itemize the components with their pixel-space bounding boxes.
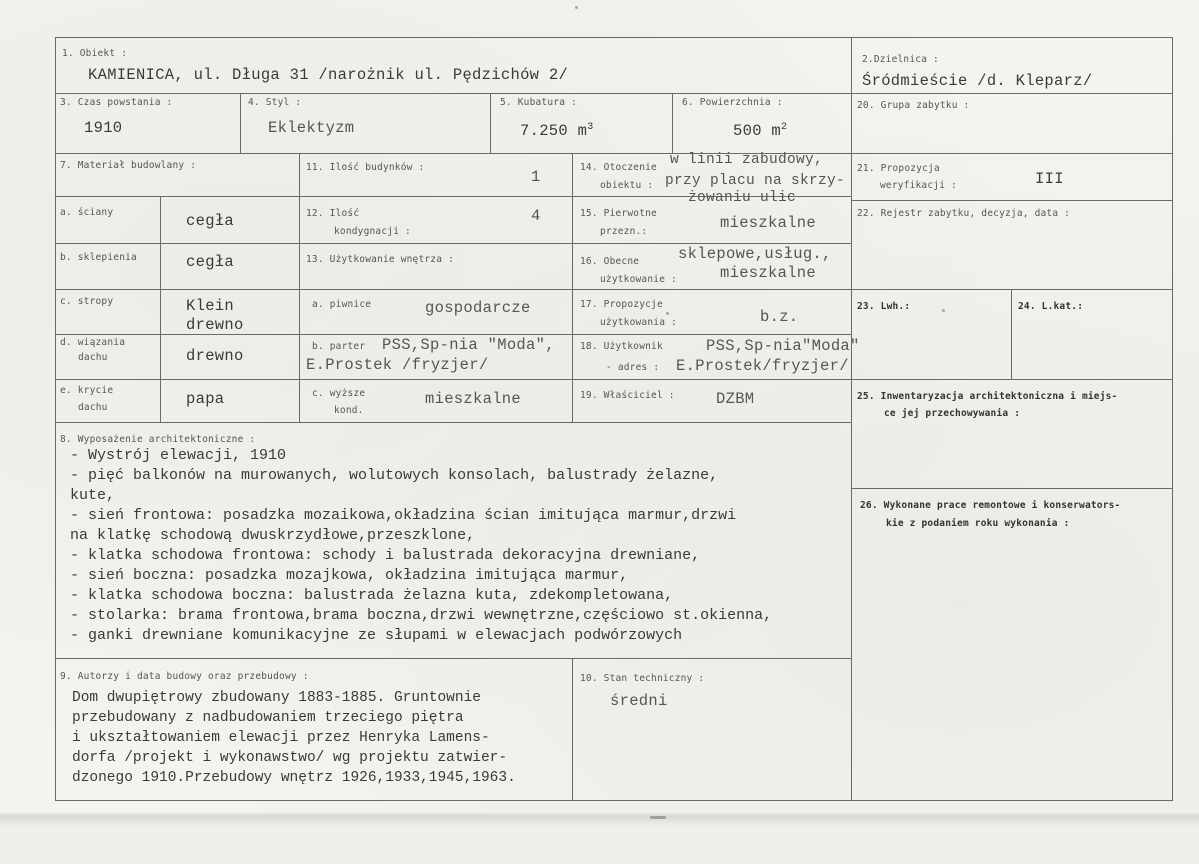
styl-label: 4. Styl : bbox=[248, 97, 302, 108]
parter-label: b. parter bbox=[312, 341, 366, 352]
wyposazenie-label: 8. Wyposażenie architektoniczne : bbox=[60, 434, 256, 445]
obecne-line-1: sklepowe,usług., bbox=[678, 245, 832, 263]
otoczenie-label-1: 14. Otoczenie bbox=[580, 162, 657, 173]
lwh-label: 23. Lwh.: bbox=[857, 301, 911, 312]
weryfikacja-label-2: weryfikacji : bbox=[880, 180, 957, 191]
stropy-line-2: drewno bbox=[186, 316, 244, 334]
obecne-label-2: użytkowanie : bbox=[600, 274, 677, 285]
wyposazenie-line: - stolarka: brama frontowa,brama boczna,drzwi wewnętrzne,częściowo st.okienna, bbox=[70, 607, 773, 624]
col-line bbox=[672, 93, 673, 153]
kondygnacji-label-1: 12. Ilość bbox=[306, 208, 360, 219]
sklepienia-label: b. sklepienia bbox=[60, 252, 137, 263]
wyzsze-label-1: c. wyższe bbox=[312, 388, 366, 399]
autorzy-line: dorfa /projekt i wykonawstwo/ wg projektu zatwier- bbox=[72, 750, 508, 766]
powierzchnia-label: 6. Powierzchnia : bbox=[682, 97, 783, 108]
ilosc-budynkow-value: 1 bbox=[531, 168, 541, 186]
prace-label-1: 26. Wykonane prace remontowe i konserwators- bbox=[860, 500, 1121, 511]
uzytkowanie-wnetrza-label: 13. Użytkowanie wnętrza : bbox=[306, 254, 454, 265]
uzytkownik-label-1: 18. Użytkownik bbox=[580, 341, 663, 352]
obiekt-value: KAMIENICA, ul. Długa 31 /narożnik ul. Pędzichów 2/ bbox=[88, 66, 569, 84]
propozycje-uzytkowania-label-2: użytkowania : bbox=[600, 317, 677, 328]
inwentaryzacja-label-2: ce jej przechowywania : bbox=[884, 408, 1021, 419]
row-line bbox=[55, 334, 851, 335]
krycie-value: papa bbox=[186, 390, 225, 408]
krycie-label-1: e. krycie bbox=[60, 385, 114, 396]
col-line bbox=[490, 93, 491, 153]
wyposazenie-line: - klatka schodowa frontowa: schody i balustrada dekoracyjna drewniane, bbox=[70, 547, 701, 564]
wyposazenie-line: - sień frontowa: posadzka mozaikowa,okładzina ścian imitująca marmur,drzwi bbox=[70, 507, 737, 524]
grupa-label: 20. Grupa zabytku : bbox=[857, 100, 970, 111]
inwentaryzacja-label-1: 25. Inwentaryzacja architektoniczna i miejs- bbox=[857, 391, 1118, 402]
wyposazenie-line: - klatka schodowa boczna: balustrada żelazna kuta, zdekompletowana, bbox=[70, 587, 674, 604]
wyzsze-label-2: kond. bbox=[334, 405, 364, 416]
uzytkownik-line-1: PSS,Sp-nia"Moda" bbox=[706, 337, 860, 355]
obecne-label-1: 16. Obecne bbox=[580, 256, 640, 267]
material-label: 7. Materiał budowlany : bbox=[60, 160, 197, 171]
czas-label: 3. Czas powstania : bbox=[60, 97, 173, 108]
col-line bbox=[1011, 289, 1012, 379]
wyposazenie-line: kute, bbox=[70, 487, 116, 504]
sciany-label: a. ściany bbox=[60, 207, 114, 218]
piwnice-value: gospodarcze bbox=[425, 299, 531, 317]
otoczenie-line-2: przy placu na skrzy- bbox=[665, 173, 846, 189]
paper-speck bbox=[942, 309, 945, 312]
wyposazenie-line: - sień boczna: posadzka mozajkowa, okładzina imitująca marmur, bbox=[70, 567, 629, 584]
autorzy-line: dzonego 1910.Przebudowy wnętrz 1926,1933,1945,1963. bbox=[72, 770, 516, 786]
col-line bbox=[572, 153, 573, 422]
kubatura-unit-exponent: 3 bbox=[587, 122, 594, 133]
col-line bbox=[572, 658, 573, 800]
row-line bbox=[55, 93, 1173, 94]
pierwotne-label-2: przezn.: bbox=[600, 226, 648, 237]
propozycje-uzytkowania-value: b.z. bbox=[760, 308, 799, 326]
kondygnacji-value: 4 bbox=[531, 207, 541, 225]
dzielnica-label: 2.Dzielnica : bbox=[862, 54, 939, 65]
autorzy-line: i ukształtowaniem elewacji przez Henryka Lamens- bbox=[72, 730, 490, 746]
wyposazenie-line: - pięć balkonów na murowanych, wolutowych konsolach, balustrady żelazne, bbox=[70, 467, 719, 484]
scan-bottom-edge bbox=[0, 812, 1199, 864]
weryfikacja-value: III bbox=[1035, 170, 1064, 188]
row-line bbox=[55, 289, 851, 290]
paper-speck bbox=[650, 816, 666, 819]
weryfikacja-label-1: 21. Propozycja bbox=[857, 163, 940, 174]
row-line bbox=[851, 379, 1172, 380]
powierzchnia-value bbox=[733, 122, 787, 140]
lkat-label: 24. L.kat.: bbox=[1018, 301, 1084, 312]
czas-value: 1910 bbox=[84, 119, 123, 137]
obiekt-label: 1. Obiekt : bbox=[62, 48, 128, 59]
wyposazenie-list bbox=[70, 446, 772, 646]
dzielnica-value: Śródmieście /d. Kleparz/ bbox=[862, 72, 1093, 90]
kubatura-value bbox=[520, 122, 594, 140]
sciany-value: cegła bbox=[186, 212, 235, 230]
stan-value: średni bbox=[610, 692, 668, 710]
pierwotne-label-1: 15. Pierwotne bbox=[580, 208, 657, 219]
col-line bbox=[160, 196, 161, 422]
row-line bbox=[55, 658, 851, 659]
wyposazenie-line: - ganki drewniane komunikacyjne ze słupami w elewacjach podwórzowych bbox=[70, 627, 683, 644]
wiazania-label-2: dachu bbox=[78, 352, 108, 363]
frame-bottom bbox=[55, 800, 1173, 801]
kubatura-label: 5. Kubatura : bbox=[500, 97, 577, 108]
autorzy-line: Dom dwupiętrowy zbudowany 1883-1885. Gruntownie bbox=[72, 690, 481, 706]
krycie-label-2: dachu bbox=[78, 402, 108, 413]
otoczenie-label-2: obiektu : bbox=[600, 180, 654, 191]
row-line bbox=[55, 243, 851, 244]
autorzy-line: przebudowany z nadbudowaniem trzeciego piętra bbox=[72, 710, 464, 726]
frame-right bbox=[1172, 37, 1173, 800]
pierwotne-value: mieszkalne bbox=[720, 214, 817, 232]
wyposazenie-line: - Wystrój elewacji, 1910 bbox=[70, 447, 287, 464]
wyzsze-value: mieszkalne bbox=[425, 390, 522, 408]
wiazania-label-1: d. wiązania bbox=[60, 337, 126, 348]
parter-line-1: PSS,Sp-nia "Moda", bbox=[382, 336, 555, 354]
wlasciciel-value: DZBM bbox=[716, 390, 755, 408]
sklepienia-value: cegła bbox=[186, 253, 235, 271]
otoczenie-line-1: w linii zabudowy, bbox=[670, 152, 824, 168]
otoczenie-line-3: żowaniu ulic bbox=[688, 190, 797, 206]
col-line bbox=[240, 93, 241, 153]
rejestr-label: 22. Rejestr zabytku, decyzja, data : bbox=[857, 208, 1071, 219]
styl-value: Eklektyzm bbox=[268, 119, 355, 137]
stan-label: 10. Stan techniczny : bbox=[580, 673, 705, 684]
wlasciciel-label: 19. Właściciel : bbox=[580, 390, 675, 401]
row-line bbox=[55, 379, 851, 380]
piwnice-label: a. piwnice bbox=[312, 299, 372, 310]
frame-left bbox=[55, 37, 56, 800]
powierzchnia-unit-exponent: 2 bbox=[781, 122, 788, 133]
paper-speck bbox=[575, 6, 578, 9]
row-line bbox=[851, 488, 1172, 489]
parter-line-2: E.Prostek /fryzjer/ bbox=[306, 356, 489, 374]
uzytkownik-line-2: E.Prostek/fryzjer/ bbox=[676, 357, 849, 375]
uzytkownik-label-2: - adres : bbox=[606, 362, 660, 373]
col-line bbox=[299, 153, 300, 422]
autorzy-text bbox=[72, 688, 516, 788]
wiazania-value: drewno bbox=[186, 347, 244, 365]
right-column-divider bbox=[851, 37, 852, 800]
frame-top bbox=[55, 37, 1173, 38]
stropy-line-1: Klein bbox=[186, 297, 235, 315]
row-line bbox=[851, 153, 1172, 154]
obecne-line-2: mieszkalne bbox=[720, 264, 817, 282]
autorzy-label: 9. Autorzy i data budowy oraz przebudowy : bbox=[60, 671, 309, 682]
row-line bbox=[55, 422, 851, 423]
prace-label-2: kie z podaniem roku wykonania : bbox=[886, 518, 1070, 529]
powierzchnia-number: 500 m bbox=[733, 122, 782, 141]
row-line bbox=[851, 200, 1172, 201]
wyposazenie-line: na klatkę schodową dwuskrzydłowe,przeszklone, bbox=[70, 527, 476, 544]
paper-speck bbox=[666, 312, 669, 315]
kondygnacji-label-2: kondygnacji : bbox=[334, 226, 411, 237]
propozycje-uzytkowania-label-1: 17. Propozycje bbox=[580, 299, 663, 310]
kubatura-number: 7.250 m bbox=[520, 122, 588, 141]
stropy-label: c. stropy bbox=[60, 296, 114, 307]
ilosc-budynkow-label: 11. Ilość budynków : bbox=[306, 162, 425, 173]
